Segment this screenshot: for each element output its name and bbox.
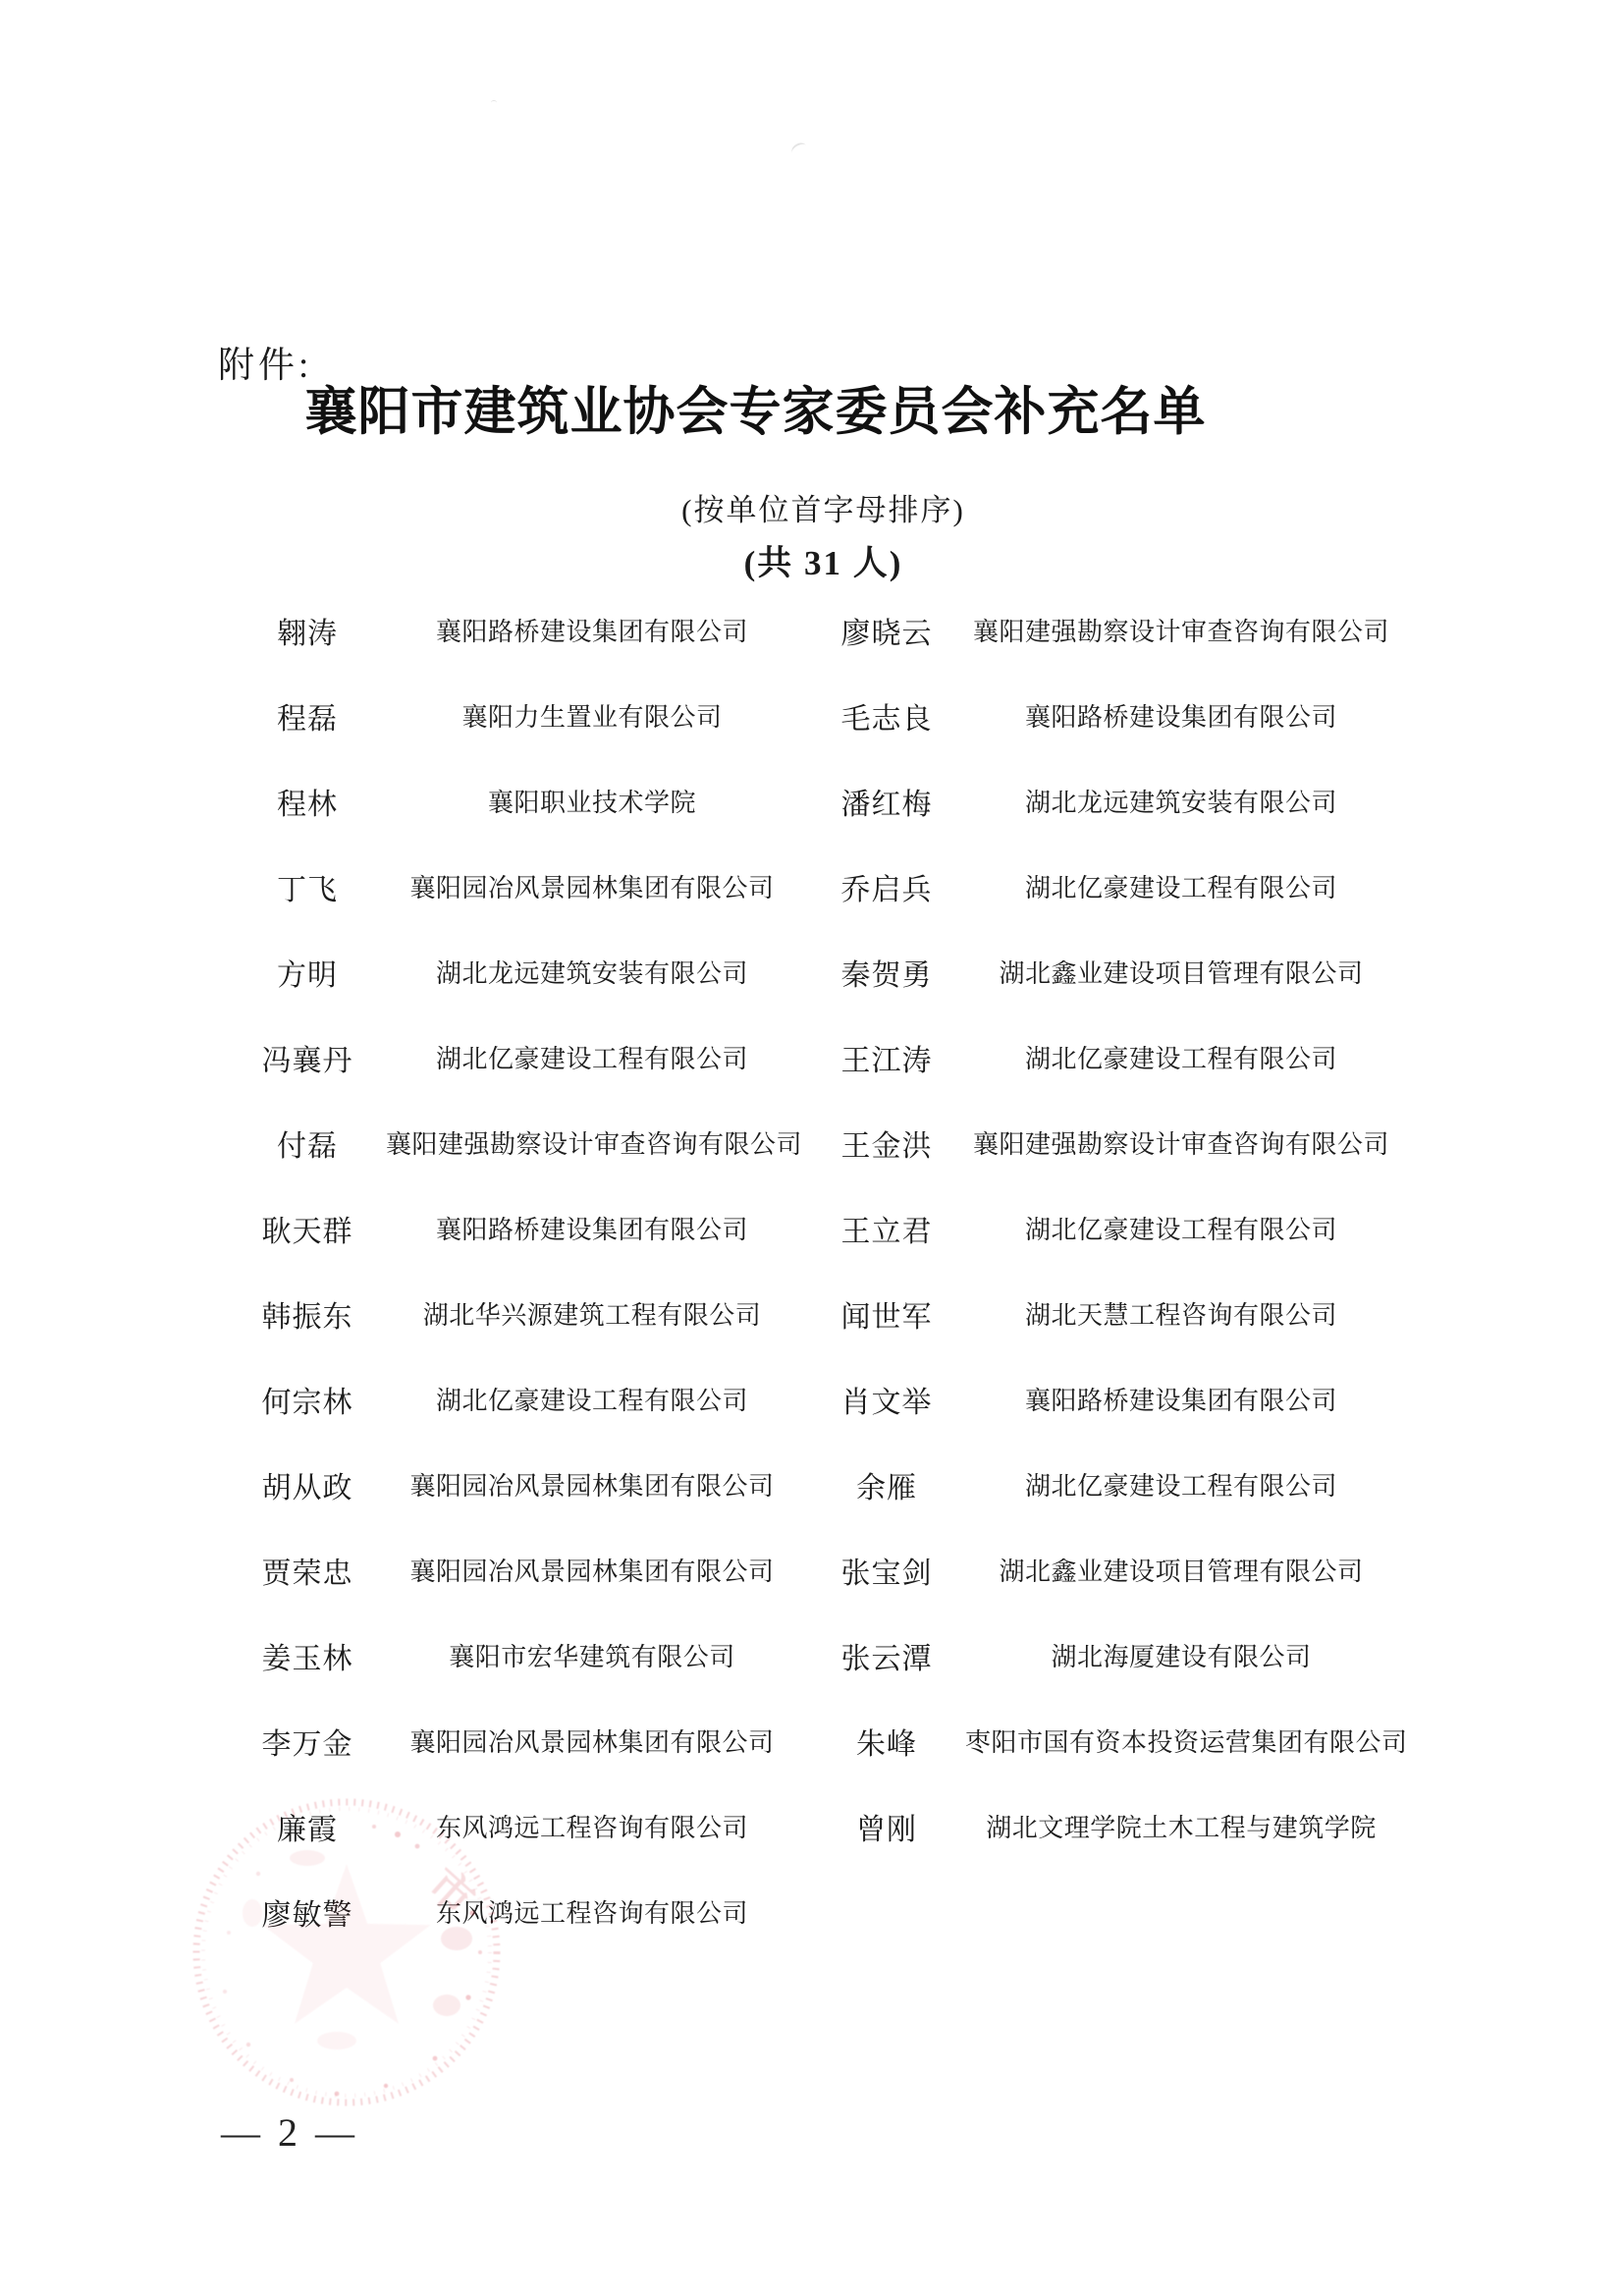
person-org: 襄阳园冶风景园林集团有限公司 bbox=[409, 1558, 775, 1586]
person-name: 何宗林 bbox=[261, 1386, 353, 1419]
person-org: 襄阳园冶风景园林集团有限公司 bbox=[409, 1472, 775, 1501]
person-name: 秦贺勇 bbox=[840, 958, 933, 992]
person-org: 襄阳路桥建设集团有限公司 bbox=[1024, 1387, 1337, 1415]
roster-row bbox=[229, 1698, 1408, 1783]
person-name: 付磊 bbox=[277, 1129, 338, 1163]
person-name: 李万金 bbox=[261, 1727, 353, 1761]
person-org: 东风鸿远工程咨询有限公司 bbox=[435, 1899, 748, 1928]
roster-row bbox=[229, 1356, 1397, 1442]
roster-row bbox=[229, 1869, 1397, 1954]
person-org: 襄阳力生置业有限公司 bbox=[461, 703, 723, 732]
member-count-line: (共 31 人) bbox=[743, 544, 903, 582]
person-name: 王金洪 bbox=[840, 1129, 933, 1163]
person-name: 肖文举 bbox=[840, 1386, 933, 1419]
person-org: 湖北亿豪建设工程有限公司 bbox=[1024, 1216, 1337, 1244]
person-name: 耿天群 bbox=[261, 1215, 353, 1248]
person-name: 程林 bbox=[277, 788, 338, 821]
person-org: 东风鸿远工程咨询有限公司 bbox=[435, 1814, 748, 1842]
person-name: 廖晓云 bbox=[840, 617, 933, 650]
person-name: 毛志良 bbox=[840, 702, 933, 736]
person-name: 丁飞 bbox=[277, 873, 338, 906]
roster-row bbox=[229, 587, 1397, 673]
person-org: 湖北文理学院土木工程与建筑学院 bbox=[986, 1814, 1377, 1842]
person-org: 湖北亿豪建设工程有限公司 bbox=[1024, 1045, 1337, 1073]
page-number: — 2 — bbox=[221, 2110, 358, 2155]
person-org: 湖北天慧工程咨询有限公司 bbox=[1024, 1301, 1337, 1330]
person-name: 张宝剑 bbox=[840, 1557, 933, 1590]
person-org: 枣阳市国有资本投资运营集团有限公司 bbox=[965, 1728, 1408, 1757]
person-org: 襄阳路桥建设集团有限公司 bbox=[1024, 703, 1337, 732]
person-org: 襄阳职业技术学院 bbox=[487, 789, 696, 817]
person-org: 襄阳园冶风景园林集团有限公司 bbox=[409, 874, 775, 902]
person-name: 王立君 bbox=[840, 1215, 933, 1248]
person-org: 湖北亿豪建设工程有限公司 bbox=[1024, 874, 1337, 902]
person-org: 襄阳建强勘察设计审查咨询有限公司 bbox=[386, 1130, 803, 1159]
scan-artifact bbox=[491, 100, 497, 105]
person-org: 襄阳市宏华建筑有限公司 bbox=[449, 1643, 735, 1671]
person-name: 潘红梅 bbox=[840, 788, 933, 821]
person-name: 廉霞 bbox=[277, 1813, 338, 1846]
person-org: 湖北亿豪建设工程有限公司 bbox=[435, 1045, 748, 1073]
person-org: 湖北龙远建筑安装有限公司 bbox=[435, 959, 748, 988]
roster-row bbox=[229, 758, 1397, 844]
person-name: 程磊 bbox=[277, 702, 338, 736]
person-name: 曾刚 bbox=[856, 1813, 917, 1846]
person-name: 闻世军 bbox=[840, 1300, 933, 1334]
person-name: 廖敏警 bbox=[261, 1898, 353, 1932]
person-name: 朱峰 bbox=[856, 1727, 917, 1761]
person-name: 姜玉林 bbox=[261, 1642, 353, 1675]
scan-artifact bbox=[789, 140, 809, 158]
person-name: 韩振东 bbox=[261, 1300, 353, 1334]
person-name: 方明 bbox=[277, 958, 338, 992]
person-org: 湖北华兴源建筑工程有限公司 bbox=[422, 1301, 762, 1330]
person-name: 王江涛 bbox=[840, 1044, 933, 1077]
roster-row bbox=[229, 1271, 1397, 1356]
roster-row bbox=[229, 1185, 1397, 1271]
person-org: 襄阳路桥建设集团有限公司 bbox=[435, 618, 748, 646]
roster-row bbox=[229, 1527, 1397, 1613]
roster-row bbox=[229, 1442, 1397, 1527]
person-org: 湖北鑫业建设项目管理有限公司 bbox=[999, 959, 1364, 988]
roster-row bbox=[229, 1014, 1397, 1100]
person-org: 襄阳建强勘察设计审查咨询有限公司 bbox=[972, 618, 1389, 646]
person-org: 襄阳建强勘察设计审查咨询有限公司 bbox=[972, 1130, 1389, 1159]
person-org: 湖北亿豪建设工程有限公司 bbox=[435, 1387, 748, 1415]
person-org: 襄阳路桥建设集团有限公司 bbox=[435, 1216, 748, 1244]
person-name: 翱涛 bbox=[277, 617, 338, 650]
person-org: 襄阳园冶风景园林集团有限公司 bbox=[409, 1728, 775, 1757]
person-org: 湖北海厦建设有限公司 bbox=[1051, 1643, 1312, 1671]
attachment-label: 附件: bbox=[218, 346, 313, 386]
subtitle-sort-note: (按单位首字母排序) bbox=[681, 493, 965, 527]
roster-row bbox=[229, 673, 1397, 758]
person-name: 余雁 bbox=[856, 1471, 917, 1504]
person-name: 冯襄丹 bbox=[261, 1044, 353, 1077]
person-name: 胡从政 bbox=[261, 1471, 353, 1504]
person-org: 湖北亿豪建设工程有限公司 bbox=[1024, 1472, 1337, 1501]
roster-row bbox=[229, 1613, 1397, 1698]
roster-row bbox=[229, 1783, 1397, 1869]
person-name: 张云潭 bbox=[840, 1642, 933, 1675]
roster-row bbox=[229, 1100, 1397, 1185]
roster-row bbox=[229, 929, 1397, 1014]
expert-roster-table bbox=[229, 587, 1408, 1954]
person-name: 贾荣忠 bbox=[261, 1557, 353, 1590]
page-title: 襄阳市建筑业协会专家委员会补充名单 bbox=[304, 384, 1207, 441]
seal-glyph: 市 bbox=[418, 1860, 483, 1925]
person-org: 湖北龙远建筑安装有限公司 bbox=[1024, 789, 1337, 817]
roster-row bbox=[229, 844, 1397, 929]
person-org: 湖北鑫业建设项目管理有限公司 bbox=[999, 1558, 1364, 1586]
person-name: 乔启兵 bbox=[840, 873, 933, 906]
